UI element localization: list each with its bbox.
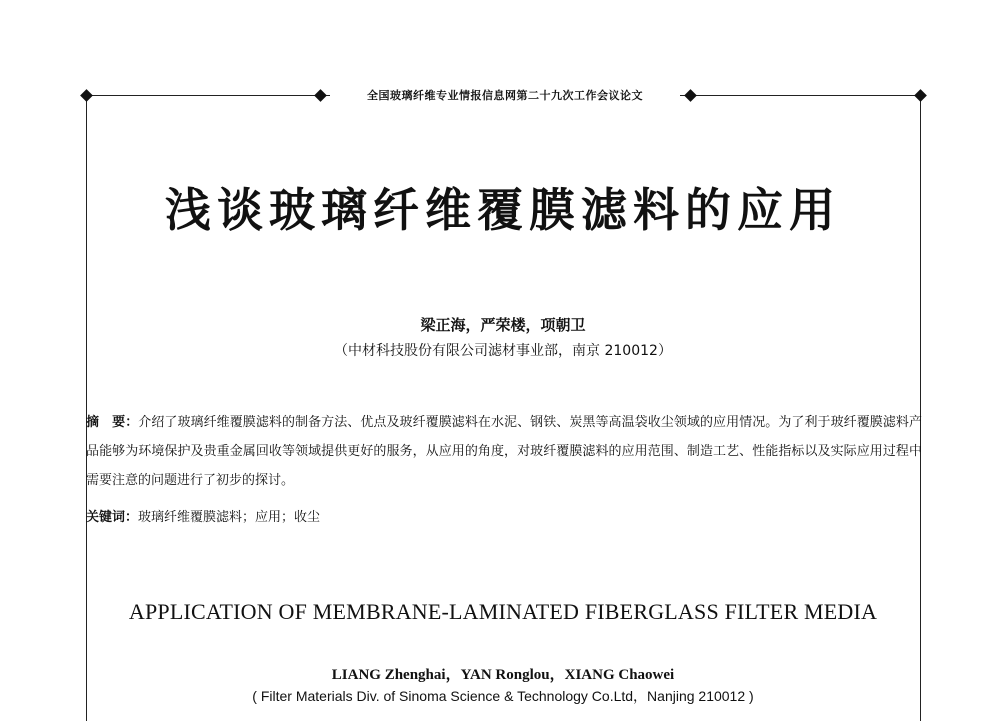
affiliation-en: ( Filter Materials Div. of Sinoma Science & Technology Co.Ltd，Nanjing 210012 ) <box>252 688 754 704</box>
authors-cn: 梁正海，严荣楼，项朝卫 <box>420 316 586 334</box>
header-left-diamond-icon <box>314 89 327 102</box>
keywords-label: 关键词： <box>86 510 139 525</box>
frame-corner-left-diamond-icon <box>80 89 93 102</box>
abstract-text: 介绍了玻璃纤维覆膜滤料的制备方法、优点及玻纤覆膜滤料在水泥、钢铁、炭黑等高温袋收尘领域的应用情况。为了利于玻纤覆膜滤料产品能够为环境保护及贵重金属回收等领域提供更好的服务，从应用的角度，对玻纤覆膜滤料的应用范围、制造工艺、性能指标以及实际应用过程中需要注意的问题进行了初步的探讨。 <box>86 415 922 488</box>
abstract-cn <box>86 408 922 495</box>
keywords-text: 玻璃纤维覆膜滤料；应用；收尘 <box>138 510 321 525</box>
abstract-label: 摘 要： <box>86 415 139 430</box>
header-banner: 全国玻璃纤维专业情报信息网第二十九次工作会议论文 <box>367 89 643 102</box>
authors-en: LIANG Zhenghai，YAN Ronglou，XIANG Chaowei <box>331 667 675 683</box>
affiliation-cn: （中材科技股份有限公司滤材事业部，南京 210012） <box>334 343 672 359</box>
paper-title-en: APPLICATION OF MEMBRANE-LAMINATED FIBERGLASS FILTER MEDIA <box>128 599 878 624</box>
keywords-cn <box>86 507 920 529</box>
header-right-diamond-icon <box>684 89 697 102</box>
paper-title-cn: 浅谈玻璃纤维覆膜滤料的应用 <box>165 183 841 237</box>
frame-corner-right-diamond-icon <box>914 89 927 102</box>
